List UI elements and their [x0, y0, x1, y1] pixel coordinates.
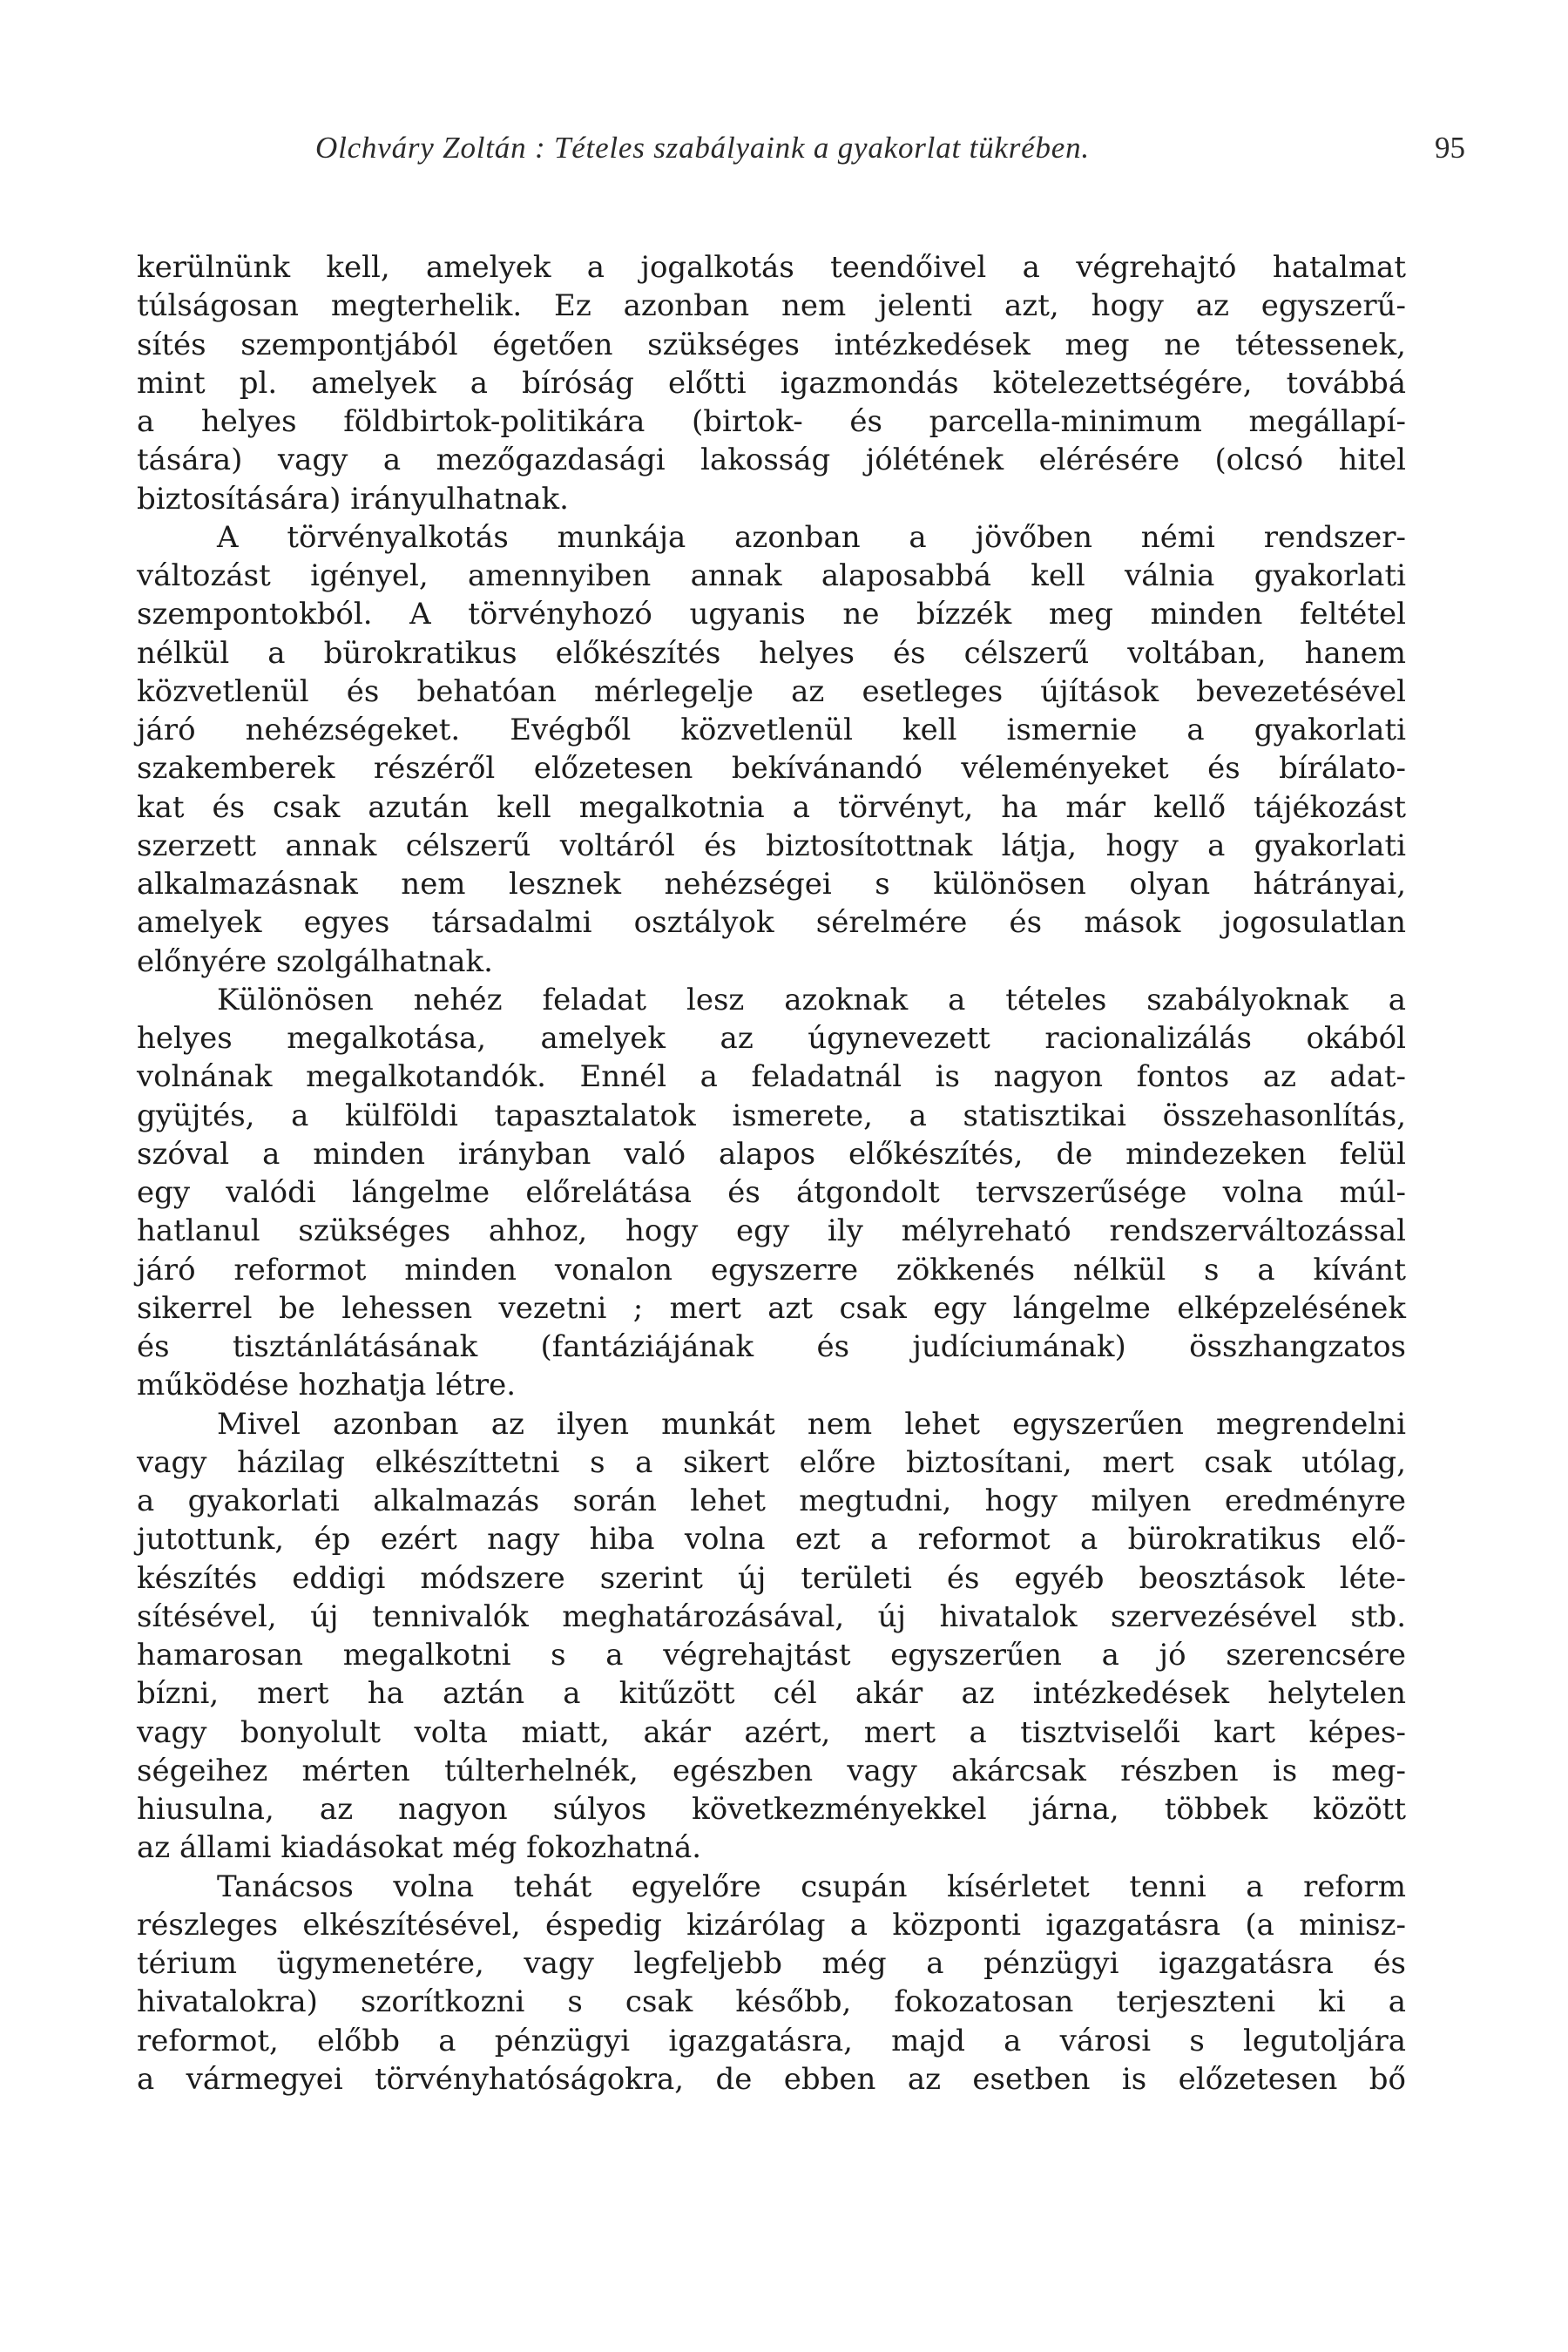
text-line: vagy házilag elkészíttetni s a sikert előre biztosítani, mert csak utólag, [137, 1444, 1406, 1480]
text-line: egy valódi lángelme előrelátása és átgondolt tervszerűsége volna múl- [137, 1175, 1406, 1210]
text-line: a helyes földbirtok-politikára (birtok- és parcella-minimum megállapí- [137, 404, 1406, 439]
text-line: nélkül a bürokratikus előkészítés helyes és célszerű voltában, hanem [137, 635, 1406, 671]
text-line: tására) vagy a mezőgazdasági lakosság jólétének elérésére (olcsó hitel [137, 443, 1406, 478]
text-line: hatlanul szükséges ahhoz, hogy egy ily mélyreható rendszerváltozással [137, 1213, 1406, 1249]
text-line: jutottunk, ép ezért nagy hiba volna ezt a reformot a bürokratikus elő- [137, 1522, 1406, 1558]
text-line: járó nehézségeket. Evégből közvetlenül kell ismernie a gyakorlati [137, 713, 1406, 747]
text-line: gyüjtés, a külföldi tapasztalatok ismerete, a statisztikai összehasonlítás, [137, 1098, 1406, 1133]
text-line: előnyére szolgálhatnak. [137, 943, 493, 979]
text-line: kat és csak azután kell megalkotnia a törvényt, ha már kellő tájékozást [137, 789, 1406, 825]
running-title: Olchváry Zoltán : Tételes szabályaink a gyakorlat tükrében. [315, 131, 1090, 165]
text-line: készítés eddigi módszere szerint új területi és egyéb beosztások léte- [137, 1560, 1406, 1596]
text-line: térium ügymenetére, vagy legfeljebb még a pénzügyi igazgatásra és [137, 1946, 1406, 1981]
text-line: változást igényel, amennyiben annak alaposabbá kell válnia gyakorlati [137, 558, 1406, 593]
text-line: szerzett annak célszerű voltáról és biztosítottnak látja, hogy a gyakorlati [137, 828, 1406, 863]
body-text [137, 248, 1406, 2099]
text-line: működése hozhatja létre. [137, 1368, 517, 1403]
text-line: mint pl. amelyek a bíróság előtti igazmondás kötelezettségére, továbbá [137, 365, 1406, 401]
text-line: a vármegyei törvényhatóságokra, de ebben az esetben is előzetesen bő [137, 2061, 1406, 2097]
text-line: alkalmazásnak nem lesznek nehézségei s különösen olyan hátrányai, [137, 867, 1406, 902]
text-line: ségeihez mérten túlterhelnék, egészben vagy akárcsak részben is meg- [137, 1753, 1406, 1788]
text-line: közvetlenül és behatóan mérlegelje az esetleges újítások bevezetésével [137, 673, 1406, 709]
running-head [315, 131, 1465, 174]
paragraph-1 [137, 248, 1406, 518]
text-line: és tisztánlátásának (fantáziájának és judíciumának) összhangzatos [137, 1329, 1406, 1364]
text-line: A törvényalkotás munkája azonban a jövőben némi rendszer- [217, 519, 1406, 555]
text-line: biztosítására) irányulhatnak. [137, 481, 569, 517]
text-line: hamarosan megalkotni s a végrehajtást egyszerűen a jó szerencsére [137, 1638, 1406, 1673]
text-line: Mivel azonban az ilyen munkát nem lehet egyszerűen megrendelni [217, 1406, 1406, 1442]
text-line: Tanácsos volna tehát egyelőre csupán kísérletet tenni a reform [217, 1869, 1406, 1904]
text-line: hiusulna, az nagyon súlyos következményekkel járna, többek között [137, 1792, 1406, 1827]
text-line: sikerrel be lehessen vezetni ; mert azt csak egy lángelme elképzelésének [137, 1290, 1406, 1326]
text-line: amelyek egyes társadalmi osztályok sérelmére és mások jogosulatlan [137, 905, 1406, 941]
paragraph-5 [137, 1868, 1406, 2099]
text-line: helyes megalkotása, amelyek az úgynevezett racionalizálás okából [137, 1021, 1406, 1056]
text-line: bízni, mert ha aztán a kitűzött cél akár az intézkedések helytelen [137, 1676, 1406, 1712]
text-line: a gyakorlati alkalmazás során lehet megtudni, hogy milyen eredményre [137, 1484, 1406, 1518]
text-line: Különösen nehéz feladat lesz azoknak a tételes szabályoknak a [217, 982, 1406, 1017]
paragraph-4 [137, 1405, 1406, 1868]
text-line: szóval a minden irányban való alapos előkészítés, de mindezeken felül [137, 1136, 1406, 1172]
text-line: vagy bonyolult volta miatt, akár azért, mert a tisztviselői kart képes- [137, 1714, 1406, 1750]
paragraph-2 [137, 518, 1406, 981]
text-line: részleges elkészítésével, éspedig kizárólag a központi igazgatásra (a minisz- [137, 1907, 1406, 1943]
text-line: túlságosan megterhelik. Ez azonban nem jelenti azt, hogy az egyszerű- [137, 288, 1406, 324]
text-line: szakemberek részéről előzetesen bekívánandó véleményeket és bírálato- [137, 751, 1406, 787]
page-number: 95 [1435, 131, 1465, 165]
text-line: sítésével, új tennivalók meghatározásával, új hivatalok szervezésével stb. [137, 1598, 1406, 1634]
text-line: járó reformot minden vonalon egyszerre zökkenés nélkül s a kívánt [137, 1252, 1406, 1288]
text-line: az állami kiadásokat még fokozhatná. [137, 1830, 702, 1866]
text-line: sítés szempontjából égetően szükséges intézkedések meg ne tétessenek, [137, 327, 1406, 362]
text-line: reformot, előbb a pénzügyi igazgatásra, majd a városi s legutoljára [137, 2023, 1406, 2058]
paragraph-3 [137, 981, 1406, 1405]
text-line: szempontokból. A törvényhozó ugyanis ne bízzék meg minden feltétel [137, 597, 1406, 632]
text-line: volnának megalkotandók. Ennél a feladatnál is nagyon fontos az adat- [137, 1059, 1406, 1095]
text-line: kerülnünk kell, amelyek a jogalkotás teendőivel a végrehajtó hatalmat [137, 250, 1406, 285]
text-line: hivatalokra) szorítkozni s csak később, fokozatosan terjeszteni ki a [137, 1984, 1406, 2020]
